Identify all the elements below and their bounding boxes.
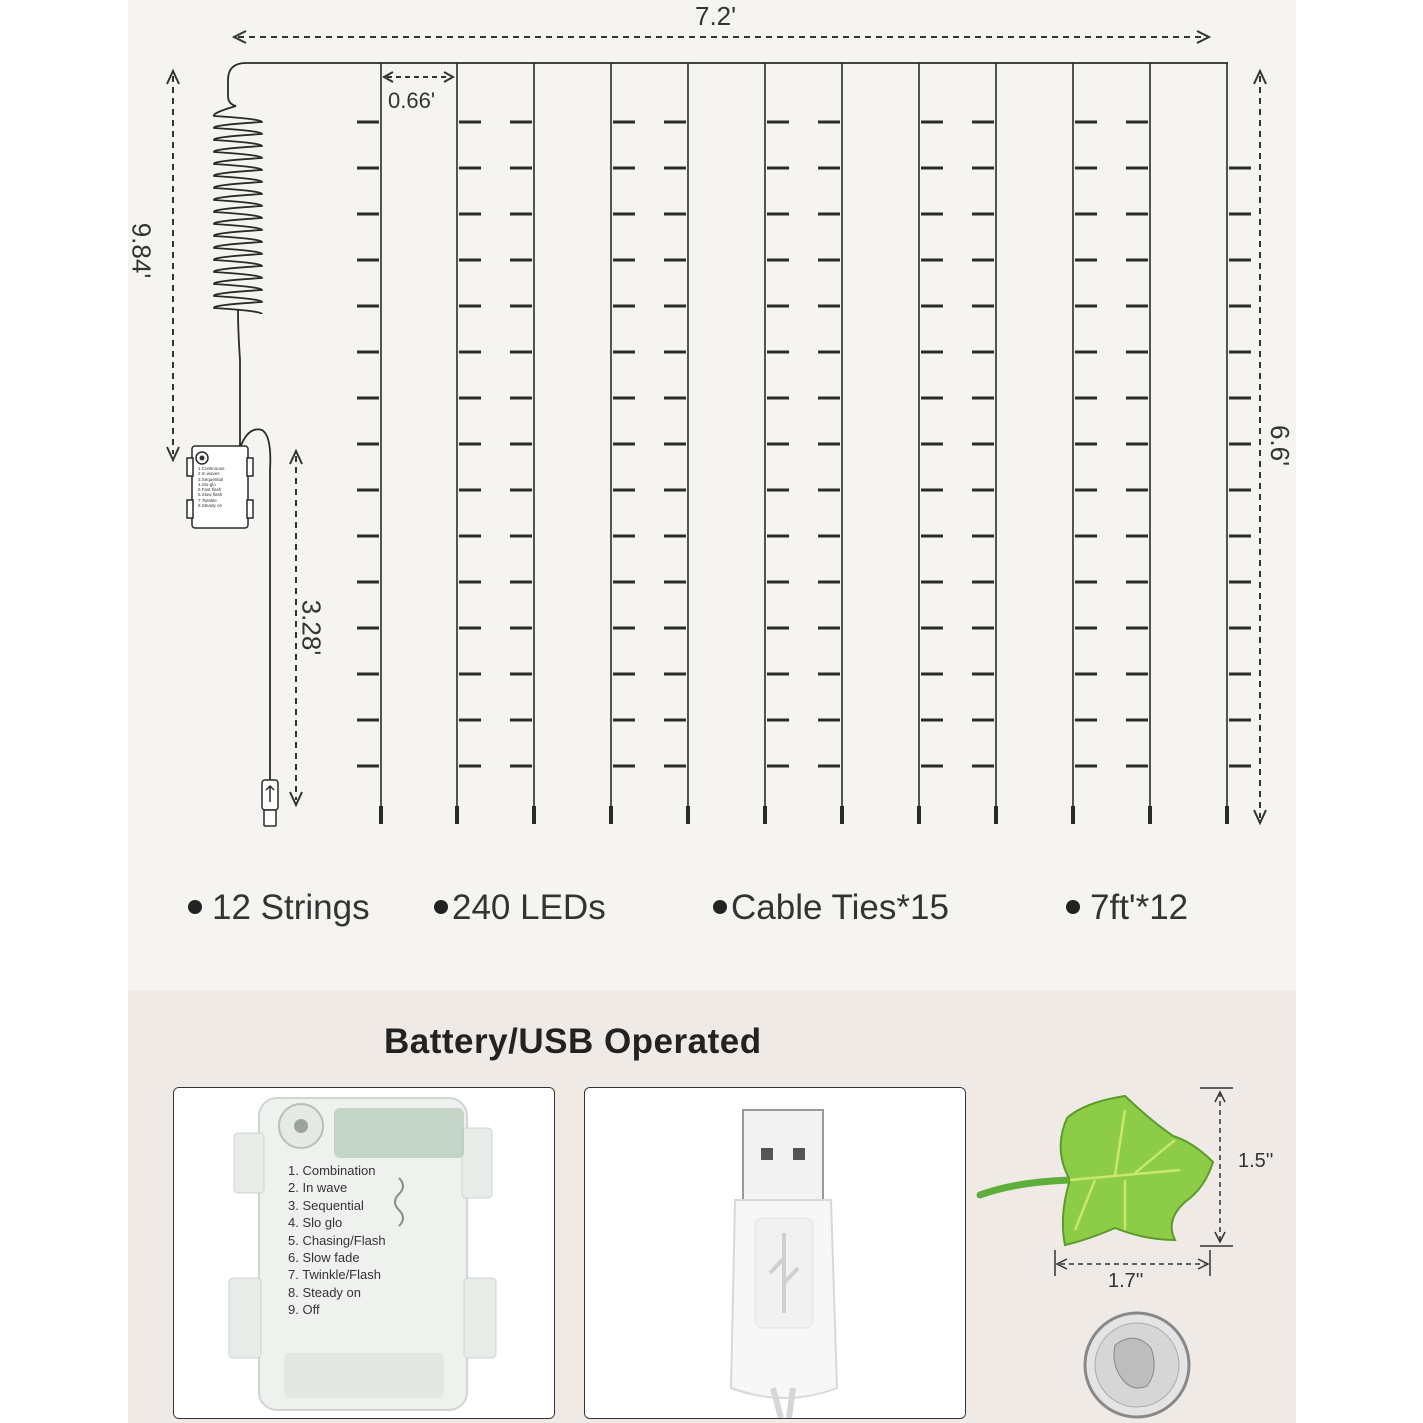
mini-mode-7: 7.Twinkle — [198, 497, 217, 503]
bullet-icon — [434, 900, 448, 914]
usb-plug-icon — [585, 1088, 965, 1418]
mini-mode-4: 4.Slo-glo — [198, 481, 216, 487]
spec-cable-ties — [713, 888, 949, 928]
spec-length — [1066, 888, 1188, 928]
mode-item-9: 9. Off — [288, 1302, 320, 1318]
spec-leds — [434, 888, 606, 928]
light-strings — [357, 63, 1251, 824]
leaf-size-illustration — [975, 1080, 1295, 1423]
leaf-width-label: 1.7'' — [1108, 1270, 1144, 1292]
quarter-coin — [1085, 1313, 1189, 1417]
spec-leds-label: 240 LEDs — [452, 888, 606, 927]
bullet-icon — [713, 900, 727, 914]
mode-item-3: 3. Sequential — [288, 1197, 364, 1213]
mini-mode-2: 2.In waves — [198, 471, 220, 477]
usb-plug-photo — [584, 1087, 966, 1419]
spec-length-label: 7ft'*12 — [1090, 888, 1189, 927]
mini-mode-3: 3.Sequential — [198, 476, 224, 482]
dimension-arrows — [167, 31, 1266, 823]
mode-item-4: 4. Slo glo — [288, 1215, 343, 1231]
mode-item-8: 8. Steady on — [288, 1284, 361, 1300]
mini-mode-6: 6.Slow flash — [198, 492, 223, 498]
spec-cable-ties-label: Cable Ties*15 — [731, 888, 949, 927]
spec-strings-label: 12 Strings — [212, 888, 370, 927]
power-title: Battery/USB Operated — [384, 1022, 762, 1061]
bullet-icon — [188, 900, 202, 914]
lead-cable-label: 9.84' — [126, 222, 157, 279]
bullet-icon — [1066, 900, 1080, 914]
battery-box-mode-list — [288, 1162, 386, 1319]
mode-item-7: 7. Twinkle/Flash — [288, 1267, 381, 1283]
mode-item-2: 2. In wave — [288, 1180, 348, 1196]
mini-mode-8: 8.Steady on — [198, 503, 223, 509]
leaf-height-label: 1.5'' — [1238, 1150, 1274, 1172]
lead-cable — [214, 63, 1228, 780]
usb-cable-label: 3.28' — [296, 599, 327, 656]
mode-item-5: 5. Chasing/Flash — [288, 1232, 386, 1248]
width-label: 7.2' — [695, 1, 737, 31]
mode-item-1: 1. Combination — [288, 1163, 376, 1178]
mini-mode-5: 5.Fast flash — [198, 487, 222, 493]
height-label: 6.6' — [1265, 424, 1296, 467]
mini-usb-plug — [262, 780, 278, 826]
mini-controller-mode-list — [198, 466, 225, 508]
spec-strings — [188, 888, 370, 928]
mini-mode-1: 1.Continuous — [198, 466, 225, 471]
mode-item-6: 6. Slow fade — [288, 1250, 360, 1266]
spacing-label: 0.66' — [388, 88, 436, 113]
